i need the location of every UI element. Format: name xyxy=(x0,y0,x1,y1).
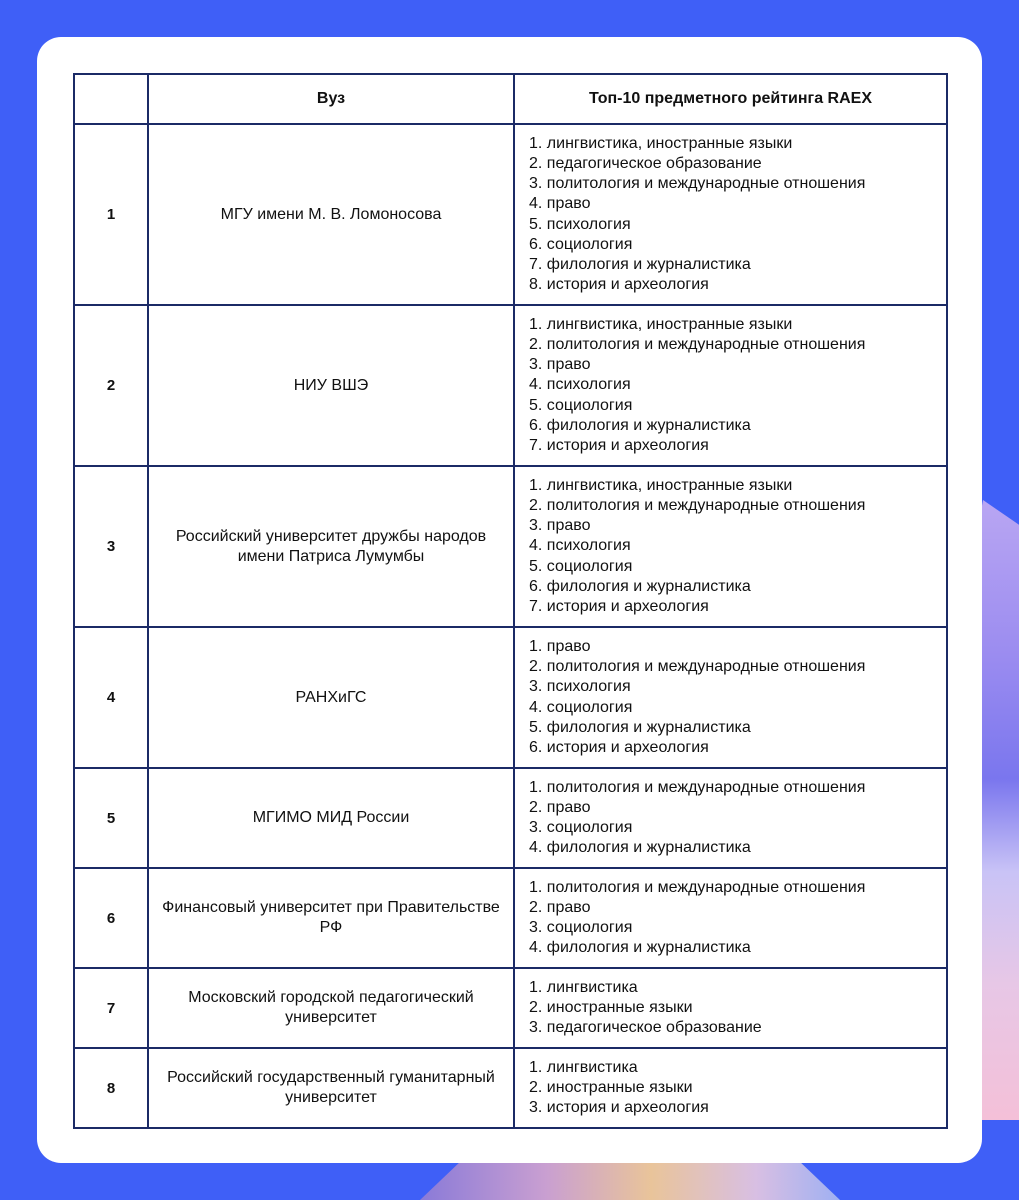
rank-number: 8 xyxy=(74,1048,148,1128)
university-name: РАНХиГС xyxy=(148,627,514,768)
rank-number: 2 xyxy=(74,305,148,466)
subject-item: 2. политология и международные отношения xyxy=(529,658,866,676)
subject-item: 6. филология и журналистика xyxy=(529,577,751,595)
rank-number: 3 xyxy=(74,466,148,627)
table-row xyxy=(74,627,947,768)
subject-item: 3. социология xyxy=(529,819,633,836)
subject-item: 1. политология и международные отношения xyxy=(529,778,866,796)
subjects-list xyxy=(529,978,946,1039)
subject-item: 5. социология xyxy=(529,557,633,575)
table-row xyxy=(74,305,947,466)
table-row xyxy=(74,968,947,1048)
subject-item: 5. филология и журналистика xyxy=(529,718,751,736)
subject-item: 4. социология xyxy=(529,698,633,716)
university-name: Финансовый университет при Правительстве РФ xyxy=(148,868,514,968)
background-decoration-bottom xyxy=(420,1160,840,1200)
subject-item: 4. филология и журналистика xyxy=(529,839,751,857)
subject-item: 3. право xyxy=(529,356,591,374)
header-number xyxy=(74,74,148,124)
university-name: МГИМО МИД России xyxy=(148,768,514,868)
subjects-cell xyxy=(514,466,947,627)
subjects-cell xyxy=(514,1048,947,1128)
subject-item: 8. история и археология xyxy=(529,276,709,294)
subject-item: 6. история и археология xyxy=(529,738,709,756)
subject-item: 2. иностранные языки xyxy=(529,998,693,1016)
subject-item: 3. социология xyxy=(529,919,633,936)
content-card xyxy=(37,37,982,1163)
ranking-table xyxy=(73,73,948,1129)
subject-item: 6. социология xyxy=(529,235,633,253)
subject-item: 1. право xyxy=(529,637,591,655)
subject-item: 3. право xyxy=(529,517,591,535)
subject-item: 2. политология и международные отношения xyxy=(529,496,866,514)
rank-number: 6 xyxy=(74,868,148,968)
subject-item: 1. лингвистика, иностранные языки xyxy=(529,134,793,152)
subject-item: 4. психология xyxy=(529,376,631,394)
subject-item: 7. филология и журналистика xyxy=(529,255,751,273)
table-row xyxy=(74,768,947,868)
subjects-cell xyxy=(514,627,947,768)
university-name: Московский городской педагогический университет xyxy=(148,968,514,1048)
subjects-list xyxy=(529,778,946,859)
subject-item: 4. филология и журналистика xyxy=(529,939,751,957)
table-row xyxy=(74,1048,947,1128)
subject-item: 4. право xyxy=(529,195,591,213)
subject-item: 3. история и археология xyxy=(529,1099,709,1117)
rank-number: 7 xyxy=(74,968,148,1048)
subjects-list xyxy=(529,315,946,456)
subjects-list xyxy=(529,878,946,959)
subject-item: 2. педагогическое образование xyxy=(529,154,762,172)
header-university: Вуз xyxy=(148,74,514,124)
subject-item: 4. психология xyxy=(529,537,631,555)
subject-item: 2. право xyxy=(529,798,591,816)
subjects-cell xyxy=(514,305,947,466)
subjects-cell xyxy=(514,968,947,1048)
subject-item: 7. история и археология xyxy=(529,437,709,454)
subject-item: 1. лингвистика xyxy=(529,1058,638,1076)
table-header-row xyxy=(74,74,947,124)
subjects-list xyxy=(529,1058,946,1119)
subjects-cell xyxy=(514,124,947,305)
university-name: НИУ ВШЭ xyxy=(148,305,514,466)
university-name: Российский университет дружбы народов имени Патриса Лумумбы xyxy=(148,466,514,627)
subject-item: 2. иностранные языки xyxy=(529,1078,693,1096)
header-subjects: Топ-10 предметного рейтинга RAEX xyxy=(514,74,947,124)
university-name: МГУ имени М. В. Ломоносова xyxy=(148,124,514,305)
subject-item: 2. политология и международные отношения xyxy=(529,335,866,353)
rank-number: 1 xyxy=(74,124,148,305)
subject-item: 1. лингвистика xyxy=(529,978,638,996)
table-body xyxy=(74,124,947,1128)
subjects-list xyxy=(529,476,946,617)
subjects-cell xyxy=(514,768,947,868)
subject-item: 1. политология и международные отношения xyxy=(529,878,866,896)
subjects-cell xyxy=(514,868,947,968)
rank-number: 4 xyxy=(74,627,148,768)
subjects-list xyxy=(529,134,946,296)
table-row xyxy=(74,868,947,968)
rank-number: 5 xyxy=(74,768,148,868)
subject-item: 2. право xyxy=(529,898,591,916)
subject-item: 3. педагогическое образование xyxy=(529,1019,762,1037)
subject-item: 1. лингвистика, иностранные языки xyxy=(529,476,793,494)
subject-item: 3. политология и международные отношения xyxy=(529,175,866,193)
subject-item: 6. филология и журналистика xyxy=(529,416,751,434)
subject-item: 5. психология xyxy=(529,215,631,233)
subject-item: 5. социология xyxy=(529,396,633,414)
subjects-list xyxy=(529,637,946,758)
subject-item: 7. история и археология xyxy=(529,598,709,615)
table-row xyxy=(74,124,947,305)
subject-item: 3. психология xyxy=(529,678,631,696)
table-row xyxy=(74,466,947,627)
subject-item: 1. лингвистика, иностранные языки xyxy=(529,315,793,333)
university-name: Российский государственный гуманитарный университет xyxy=(148,1048,514,1128)
